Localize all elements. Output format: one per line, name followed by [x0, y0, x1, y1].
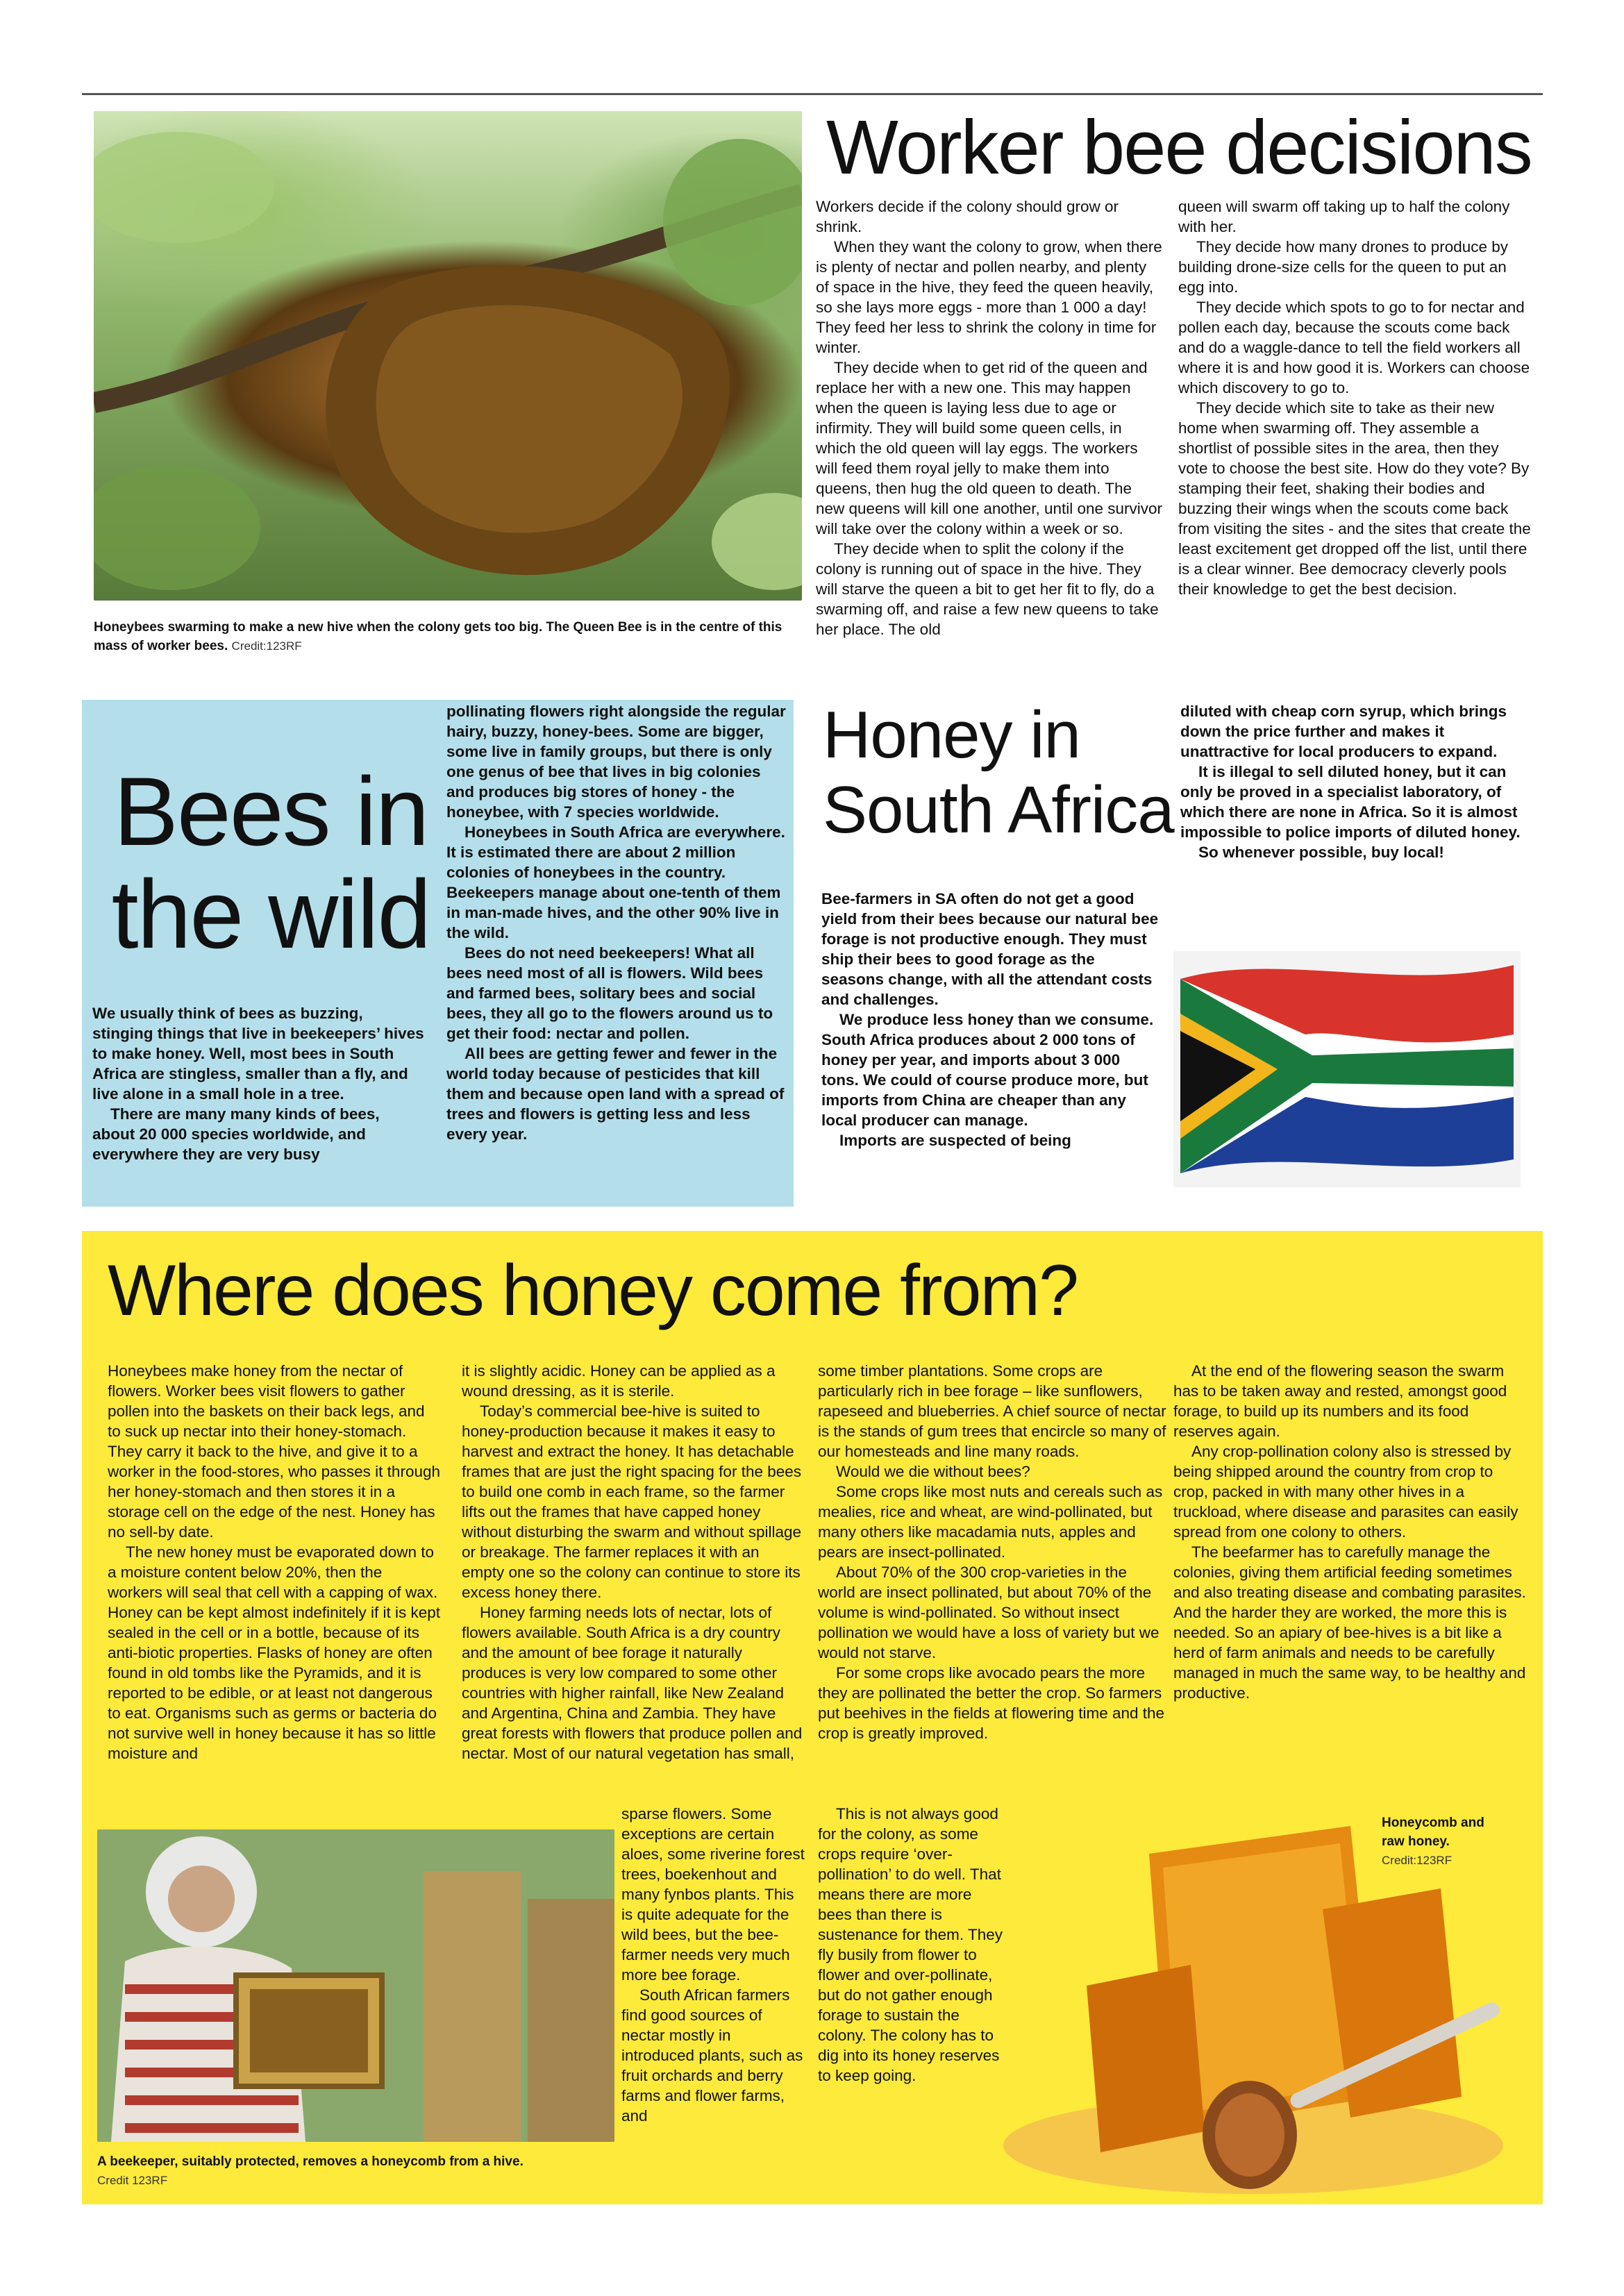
honey-column-2: it is slightly acidic. Honey can be applied as a wound dressing, as it is sterile. Today’s commercial bee-hive is suited to honey-production because it makes it easy to harvest and extract the honey. It has detachable frames that are just the right spacing for the bees to build one comb in each frame, so the farmer lifts out the frames that have capped honey without disturbing the swarm and without spillage or breakage. The farmer replaces it with an empty one so the colony can continue to store its excess honey there. Honey farming needs lots of nectar, lots of flowers available. South Africa is a dry country and the amount of bee forage it naturally produces is very low compared to some other countries with higher rainfall, like New Zealand and Argentina, China and Zambia. They have great forests with flowers that produce pollen and nectar. Most of our natural vegetation has small, [462, 1362, 803, 1762]
top-rule [82, 93, 1543, 95]
beekeeper-photo [97, 1829, 614, 2142]
where-does-honey-come-from-headline: Where does honey come from? [108, 1250, 1078, 1331]
worker-bee-headline: Worker bee decisions [826, 105, 1532, 190]
sa-column-1: Bee-farmers in SA often do not get a good yield from their bees because our natural bee forage is not productive enough. They must ship their bees to good forage as the seasons change, with all the attendant costs and challenges. We produce less honey than we consume. South Africa produces about 2 000 tons of honey per year, and imports about 3 000 tons. We could of course produce more, but imports from China are cheaper than any local producer can manage. Imports are suspected of being [821, 890, 1159, 1149]
honey-column-3: some timber plantations. Some crops are particularly rich in bee forage – like sunflowers, rapeseed and blueberries. A chief source of nectar is the stands of gum trees that encircle so many of our homesteads and line many roads. Would we die without bees? Some crops like most nuts and cereals such as mealies, rice and wheat, are wind-pollinated, but many others like macadamia nuts, apples and pears are insect-pollinated. About 70% of the 300 crop-varieties in the world are insect pollinated, but about 70% of the volume is wind-pollinated. So without insect pollination we would have a loss of variety but we would not starve. For some crops like avocado pears the more they are pollinated the better the crop. So farmers put beehives in the fields at flowering time and the crop is greatly improved. [818, 1362, 1166, 1742]
sa-column-2: diluted with cheap corn syrup, which brings down the price further and makes it unattractive for local producers to expand. It is illegal to sell diluted honey, but it can only be proved in a specialist laboratory, of which there are none in Africa. So it is almost impossible to police imports of diluted honey. So whenever possible, buy local! [1180, 703, 1521, 861]
worker-column-2: queen will swarm off taking up to half the colony with her. They decide how many drones to produce by building drone-size cells for the queen to put an egg into. They decide which spots to go to for nectar and pollen each day, because the scouts come back and do a waggle-dance to tell the field workers all where it is and how good it is. Workers can choose which discovery to go to. They decide which site to take as their new home when swarming off. They assemble a shortlist of possible sites in the area, then they vote to choose the best site. How do they vote? By stamping their feet, shaking their bodies and buzzing their wings when the scouts come back from visiting the sites - and the sites that create the least excitement get dropped off the list, until there is a clear winner. Bee democracy cleverly pools their knowledge to get the best decision. [1178, 198, 1531, 598]
honey-in-south-africa-headline: Honey in South Africa [823, 698, 1174, 847]
honey-column-3-wrap: This is not always good for the colony, as some crops require ‘over-pollination’ to do well. That means there are more bees than there is sustenance for them. They fly busily from flower to flower and over-pollinate, but do not gather enough forage to sustain the colony. The colony has to dig into its honey reserves to keep going. [818, 1805, 1003, 2084]
honey-column-2-wrap: sparse flowers. Some exceptions are certain aloes, some riverine forest trees, boekenhout and many fynbos plants. This is quite adequate for the wild bees, but the bee-farmer needs very much more bee forage. South African farmers find good sources of nectar mostly in introduced plants, such as fruit orchards and berry farms and flower farms, and [621, 1805, 805, 2125]
wild-column-1: We usually think of bees as buzzing, stinging things that live in beekeepers’ hives to make honey. Well, most bees in South Africa are stingless, smaller than a fly, and live alone in a small hole in a tree. There are many many kinds of bees, about 20 000 species worldwide, and everywhere they are very busy [92, 1005, 424, 1163]
beekeeper-illustration [97, 1829, 614, 2142]
south-african-flag-photo [1173, 951, 1521, 1187]
bee-swarm-illustration [94, 111, 802, 601]
honey-column-4: At the end of the flowering season the swarm has to be taken away and rested, amongst good forage, to build up its numbers and its food reserves again. Any crop-pollination colony also is stressed by being shipped around the country from crop to crop, packed in with many other hives in a truckload, where disease and parasites can easily spread from one colony to others. The beefarmer has to carefully manage the colonies, giving them artificial feeding sometimes and also treating disease and combating parasites. And the harder they are worked, the more this is needed. So an apiary of bee-hives is a bit like a herd of farm animals and needs to be carefully managed in much the same way, to be healthy and productive. [1173, 1362, 1526, 1702]
bees-in-the-wild-headline: Bees in the wild [111, 757, 430, 969]
swarm-photo-caption: Honeybees swarming to make a new hive when the colony gets too big. The Queen Bee is in the centre of this mass of worker bees. Credit:123RF [94, 620, 782, 653]
honeycomb-caption: Honeycomb and raw honey. Credit:123RF [1382, 1816, 1484, 1867]
worker-column-1: Workers decide if the colony should grow or shrink. When they want the colony to grow, when there is plenty of nectar and pollen nearby, and plenty of space in the hive, they feed the queen heavily, so she lays more eggs - more than 1 000 a day! They feed her less to shrink the colony in time for winter. They decide when to get rid of the queen and replace her with a new one. This may happen when the queen is laying less due to age or infirmity. They will build some queen cells, in which the old queen will lay eggs. The workers will feed them royal jelly to make them into queens, then hug the old queen to death. The new queens will kill one another, until one survivor will take over the colony within a week or so. They decide when to split the colony if the colony is running out of space in the hive. They will starve the queen a bit to get her fit to fly, do a swarming off, and raise a few new queens to take her place. The old [816, 198, 1163, 638]
wild-column-2: pollinating flowers right alongside the regular hairy, buzzy, honey-bees. Some are bigger, some live in family groups, but there is only one genus of bee that lives in big colonies and produces big stores of honey - the honeybee, with 7 species worldwide. Honeybees in South Africa are everywhere. It is estimated there are about 2 million colonies of honeybees in the country. Beekeepers manage about one-tenth of them in man-made hives, and the other 90% live in the wild. Bees do not need beekeepers! What all bees need most of all is flowers. Wild bees and farmed bees, solitary bees and social bees, they all go to the flowers around us to get their food: nectar and pollen. All bees are getting fewer and fewer in the world today because of pesticides that kill them and because open land with a spread of trees and flowers is getting less and less every year. [446, 703, 786, 1143]
bee-swarm-photo [94, 111, 802, 601]
south-african-flag-icon [1173, 951, 1521, 1187]
beekeeper-caption: A beekeeper, suitably protected, removes a honeycomb from a hive. Credit 123RF [97, 2154, 524, 2187]
honey-column-1: Honeybees make honey from the nectar of flowers. Worker bees visit flowers to gather pollen into the baskets on their back legs, and to suck up nectar into their honey-stomach. They carry it back to the hive, and give it to a worker in the food-stores, who passes it through her honey-stomach and then stores it in a storage cell on the edge of the nest. Honey has no sell-by date. The new honey must be evaporated down to a moisture content below 20%, then the workers will seal that cell with a capping of wax. Honey can be kept almost indefinitely if it is kept sealed in the cell or in a bottle, because of its anti-biotic properties. Flasks of honey are often found in old tombs like the Pyramids, and it is reported to be edible, or at least not dangerous to eat. Organisms such as germs or bacteria do not survive well in honey because it has so little moisture and [108, 1362, 440, 1762]
